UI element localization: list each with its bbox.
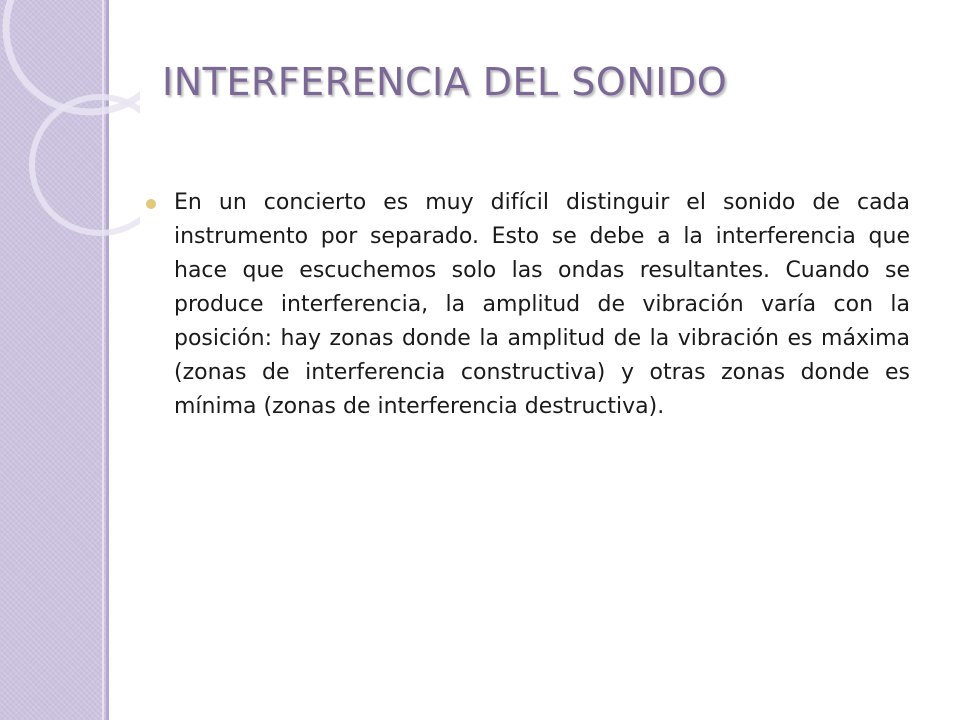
bullet-item xyxy=(146,186,910,424)
bullet-list xyxy=(146,186,910,424)
decorative-circles xyxy=(0,0,140,260)
decorative-circle-top xyxy=(6,0,140,112)
bullet-dot-icon xyxy=(146,199,156,209)
bullet-text: En un concierto es muy difícil distinguir el sonido de cada instrumento por separado. Esto se debe a la interferencia que hace que escuchemos solo las ondas resultantes. Cuando se produce interferencia, la amplitud de vibración varía con la posición: hay zonas donde la amplitud de la vibración es máxima (zonas de interferencia constructiva) y otras zonas donde es mínima (zonas de interferencia destructiva). xyxy=(174,190,910,419)
slide-title: INTERFERENCIA DEL SONIDO xyxy=(162,60,728,104)
decorative-circle-bottom xyxy=(32,97,140,233)
